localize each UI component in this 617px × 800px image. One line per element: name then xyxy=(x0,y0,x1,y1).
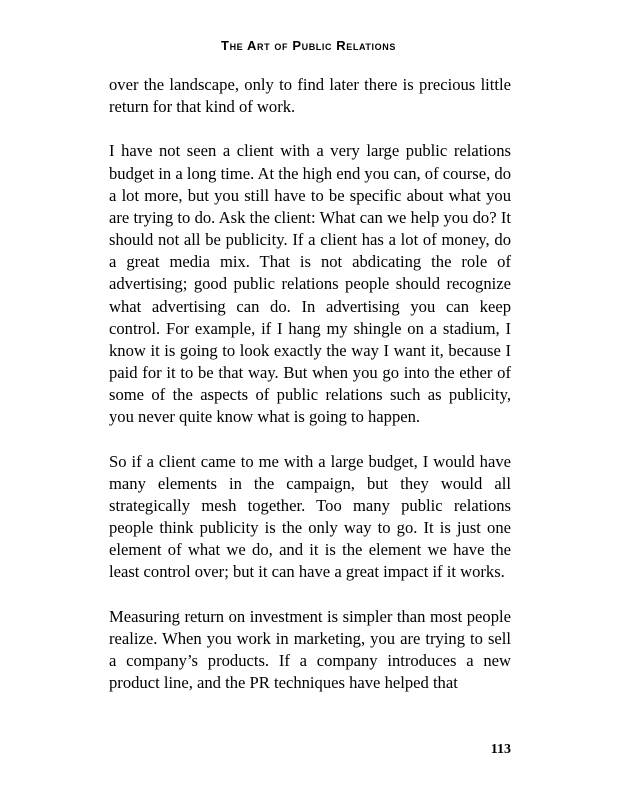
paragraph-4: Measuring return on investment is simpler than most people realize. When you work in marketing, you are trying to sell a company’s products. If a company introduces a new product line, and the PR techniques have helped that xyxy=(109,606,511,693)
paragraph-2: I have not seen a client with a very large public relations budget in a long time. At the high end you can, of course, do a lot more, but you still have to be specific about what you are trying to do. Ask the client: What can we help you do? It should not all be publicity. If a client has a lot of money, do a great media mix. That is not abdicating the role of advertising; good public relations people should recognize what advertising can do. In advertising you can keep control. For example, if I hang my shingle on a stadium, I know it is going to look exactly the way I want it, because I paid for it to be that way. But when you go into the ether of some of the aspects of public relations such as publicity, you never quite know what is going to happen. xyxy=(109,141,511,427)
paragraph-3: So if a client came to me with a large budget, I would have many elements in the campaign, but they would all strategically mesh together. Too many public relations people think publicity is the only way to go. It is just one element of what we do, and it is the element we have the least control over; but it can have a great impact if it works. xyxy=(109,451,511,582)
body-text xyxy=(109,74,511,716)
paragraph-1: over the landscape, only to find later there is precious little return for that kind of work. xyxy=(109,75,511,117)
running-head-title: The Art of Public Relations xyxy=(221,38,396,53)
page-number: 113 xyxy=(490,742,511,757)
